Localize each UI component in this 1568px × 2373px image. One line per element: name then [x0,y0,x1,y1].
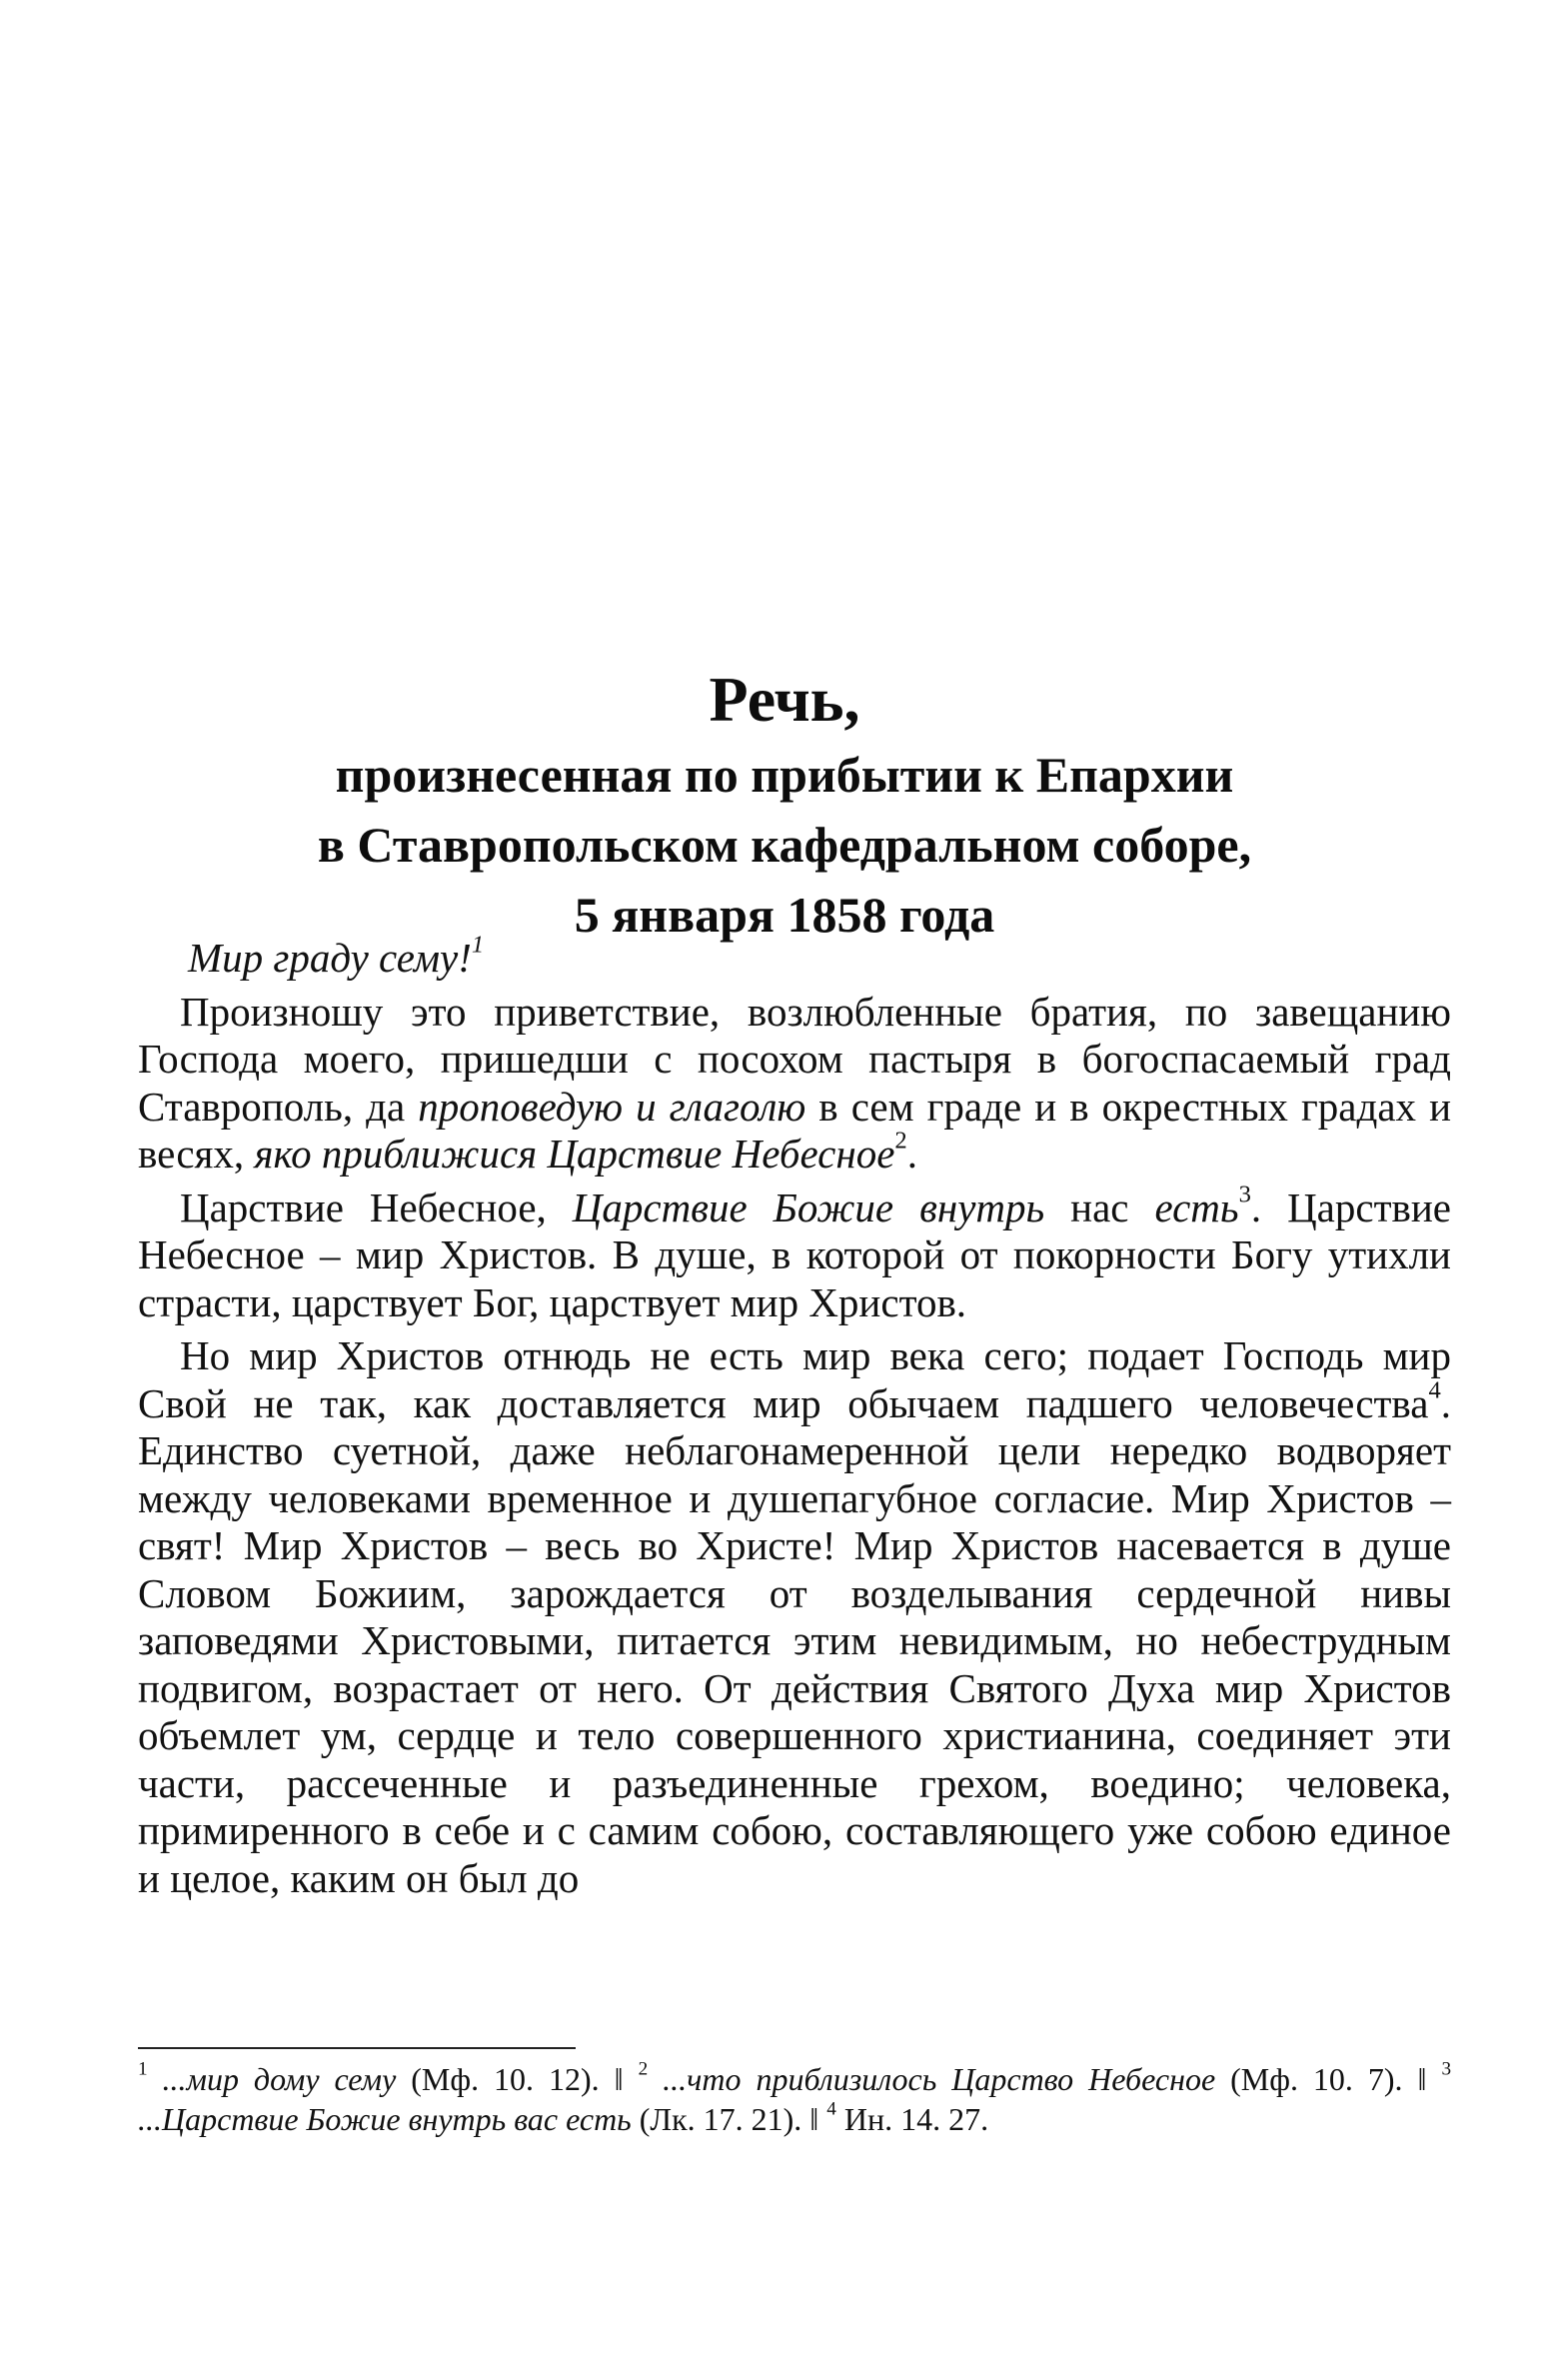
footnote-3-quote: ...Царствие Божие внутрь вас есть [138,2101,632,2137]
chapter-heading [120,660,1449,950]
footnote-1-quote: ...мир дому сему [147,2061,397,2097]
footnote-separator: ‖ [1417,2061,1427,2097]
footnote-1-number: 1 [138,2058,148,2080]
paragraph-3-text-a: Но мир Христов отнюдь не есть мир века сего; подает Господь мир Свой не так, как доставляется мир обычаем падшего человечества [138,1332,1451,1426]
footnote-2-quote: ...что приблизилось Царство Небесное [648,2061,1216,2097]
footnote-ref-3: 3 [1238,1180,1251,1207]
paragraph-1-italic-b: яко приближися Царствие Небесное [254,1131,895,1177]
heading-date: 5 января 1858 года [574,887,995,943]
paragraph-1-text-a: Произношу это приветствие, возлюбленные братия, по завещанию Господа моего, пришедши с посохом пастыря в богоспасаемый град Ставрополь, да [138,988,1451,1130]
paragraph-1-text-c: . [906,1131,917,1177]
paragraph-2-text-c: . Царствие Небесное – мир Христов. В душе, в которой от покорности Богу утихли страсти, царствует Бог, царствует мир Христов. [138,1184,1451,1325]
body-text [138,931,1452,1908]
footnote-divider [138,2047,576,2049]
footnote-separator: ‖ [614,2061,624,2097]
heading-subtitle-line-1: произнесенная по прибытии к Епархии [335,747,1234,803]
footnote-2-number: 2 [638,2058,649,2080]
footnote-3-number: 3 [1441,2058,1452,2080]
footnote-4-number: 4 [826,2098,836,2120]
footnote-ref-1: 1 [471,931,485,959]
footnote-ref-4: 4 [1428,1375,1441,1403]
paragraph-3 [138,1332,1451,1902]
epigraph-text: Мир граду сему! [188,935,472,981]
footnote-1-source: (Мф. 10. 12). [396,2061,615,2097]
paragraph-2-text-a: Царствие Небесное, [180,1184,573,1230]
footnote-ref-2: 2 [894,1127,907,1155]
paragraph-1 [138,989,1451,1179]
footnotes [138,2059,1451,2139]
paragraph-3-text-b: . Единство суетной, даже неблагонамеренной цели нередко водворяет между человеками временное и душепагубное согласие. Мир Христов – свят! Мир Христов – весь во Христе! Мир Христов насевается в душе Словом Божиим, зарождается от возделывания сердечной нивы заповедями Христовыми, питается этим невидимым, но небеструдным подвигом, возрастает от него. От действия Святого Духа мир Христов объемлет ум, сердце и тело совершенного христианина, соединяет эти части, рассеченные и разъединенные грехом, воедино; человека, примиренного в себе и с самим собою, составляющего уже собою единое и целое, каким он был до [138,1379,1451,1901]
paragraph-1-italic-a: проповедую и глаголю [418,1083,806,1130]
heading-title: Речь, [709,664,860,735]
paragraph-2-text-b: нас [1044,1184,1155,1230]
footnote-separator: ‖ [809,2101,819,2137]
paragraph-2 [138,1180,1451,1327]
paragraph-2-italic-a: Царствие Божие внутрь [572,1184,1045,1230]
paragraph-2-italic-b: есть [1154,1184,1239,1230]
footnote-3-source: (Лк. 17. 21). [631,2101,810,2137]
heading-subtitle-line-2: в Ставропольском кафедральном соборе, [317,817,1252,873]
footnote-4-source: Ин. 14. 27. [835,2101,989,2137]
footnote-2-source: (Мф. 10. 7). [1215,2061,1418,2097]
epigraph [138,931,1451,983]
paragraph-1-text-b: в сем граде и в окрестных градах и весях, [138,1083,1452,1177]
